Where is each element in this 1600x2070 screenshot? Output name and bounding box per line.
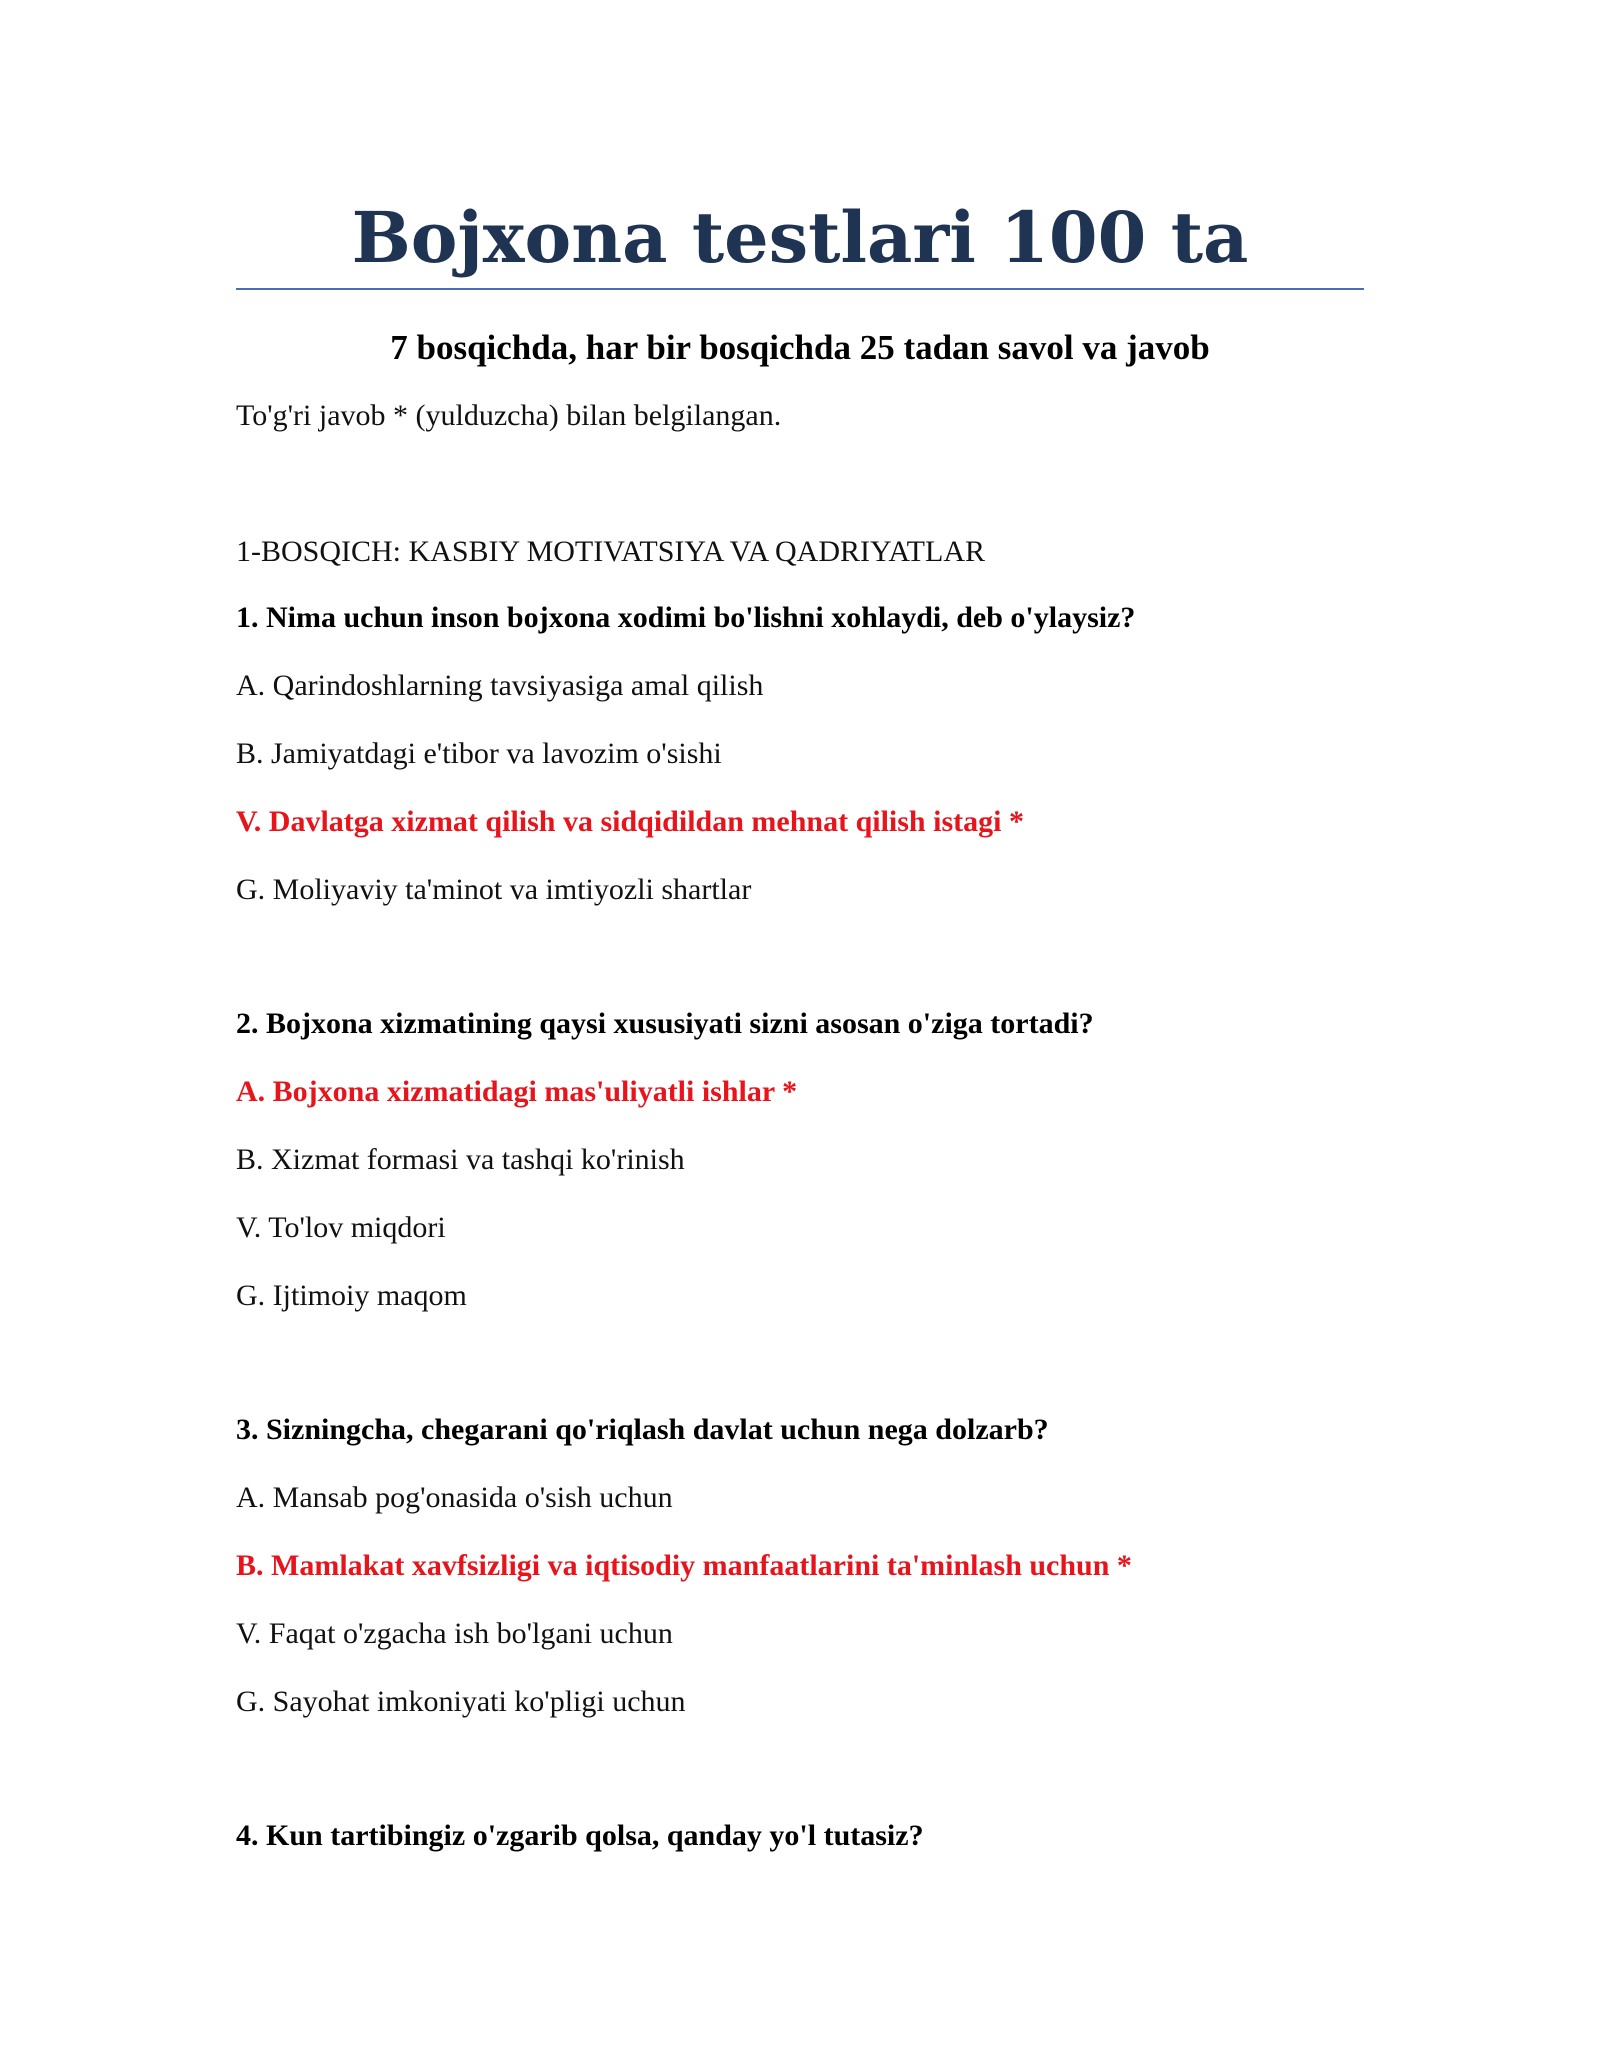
- option-3-b-correct: B. Mamlakat xavfsizligi va iqtisodiy manfaatlarini ta'minlash uchun *: [236, 1549, 1132, 1582]
- page-title: Bojxona testlari 100 ta: [351, 196, 1249, 279]
- question-2: 2. Bojxona xizmatining qaysi xususiyati sizni asosan o'ziga tortadi?: [236, 1007, 1094, 1040]
- option-2-v: V. To'lov miqdori: [236, 1211, 446, 1244]
- section-heading: 1-BOSQICH: KASBIY MOTIVATSIYA VA QADRIYATLAR: [236, 535, 985, 568]
- document-page: [236, 0, 1364, 1870]
- question-4: 4. Kun tartibingiz o'zgarib qolsa, qanday yo'l tutasiz?: [236, 1819, 924, 1852]
- option-2-a-correct: A. Bojxona xizmatidagi mas'uliyatli ishlar *: [236, 1075, 798, 1108]
- option-3-g: G. Sayohat imkoniyati ko'pligi uchun: [236, 1685, 686, 1718]
- option-3-v: V. Faqat o'zgacha ish bo'lgani uchun: [236, 1617, 673, 1650]
- option-1-b: B. Jamiyatdagi e'tibor va lavozim o'sishi: [236, 737, 722, 770]
- option-1-v-correct: V. Davlatga xizmat qilish va sidqidildan mehnat qilish istagi *: [236, 805, 1024, 838]
- option-3-a: A. Mansab pog'onasida o'sish uchun: [236, 1481, 673, 1514]
- questions-list: [236, 570, 1364, 1870]
- page-subtitle: 7 bosqichda, har bir bosqichda 25 tadan savol va javob: [390, 328, 1210, 367]
- option-2-b: B. Xizmat formasi va tashqi ko'rinish: [236, 1143, 685, 1176]
- option-1-a: A. Qarindoshlarning tavsiyasiga amal qilish: [236, 669, 764, 702]
- option-1-g: G. Moliyaviy ta'minot va imtiyozli shartlar: [236, 873, 752, 906]
- answer-key-note: To'g'ri javob * (yulduzcha) bilan belgilangan.: [236, 399, 782, 432]
- question-1: 1. Nima uchun inson bojxona xodimi bo'lishni xohlaydi, deb o'ylaysiz?: [236, 601, 1136, 634]
- title-divider: [236, 288, 1364, 290]
- option-2-g: G. Ijtimoiy maqom: [236, 1279, 467, 1312]
- question-3: 3. Sizningcha, chegarani qo'riqlash davlat uchun nega dolzarb?: [236, 1413, 1049, 1446]
